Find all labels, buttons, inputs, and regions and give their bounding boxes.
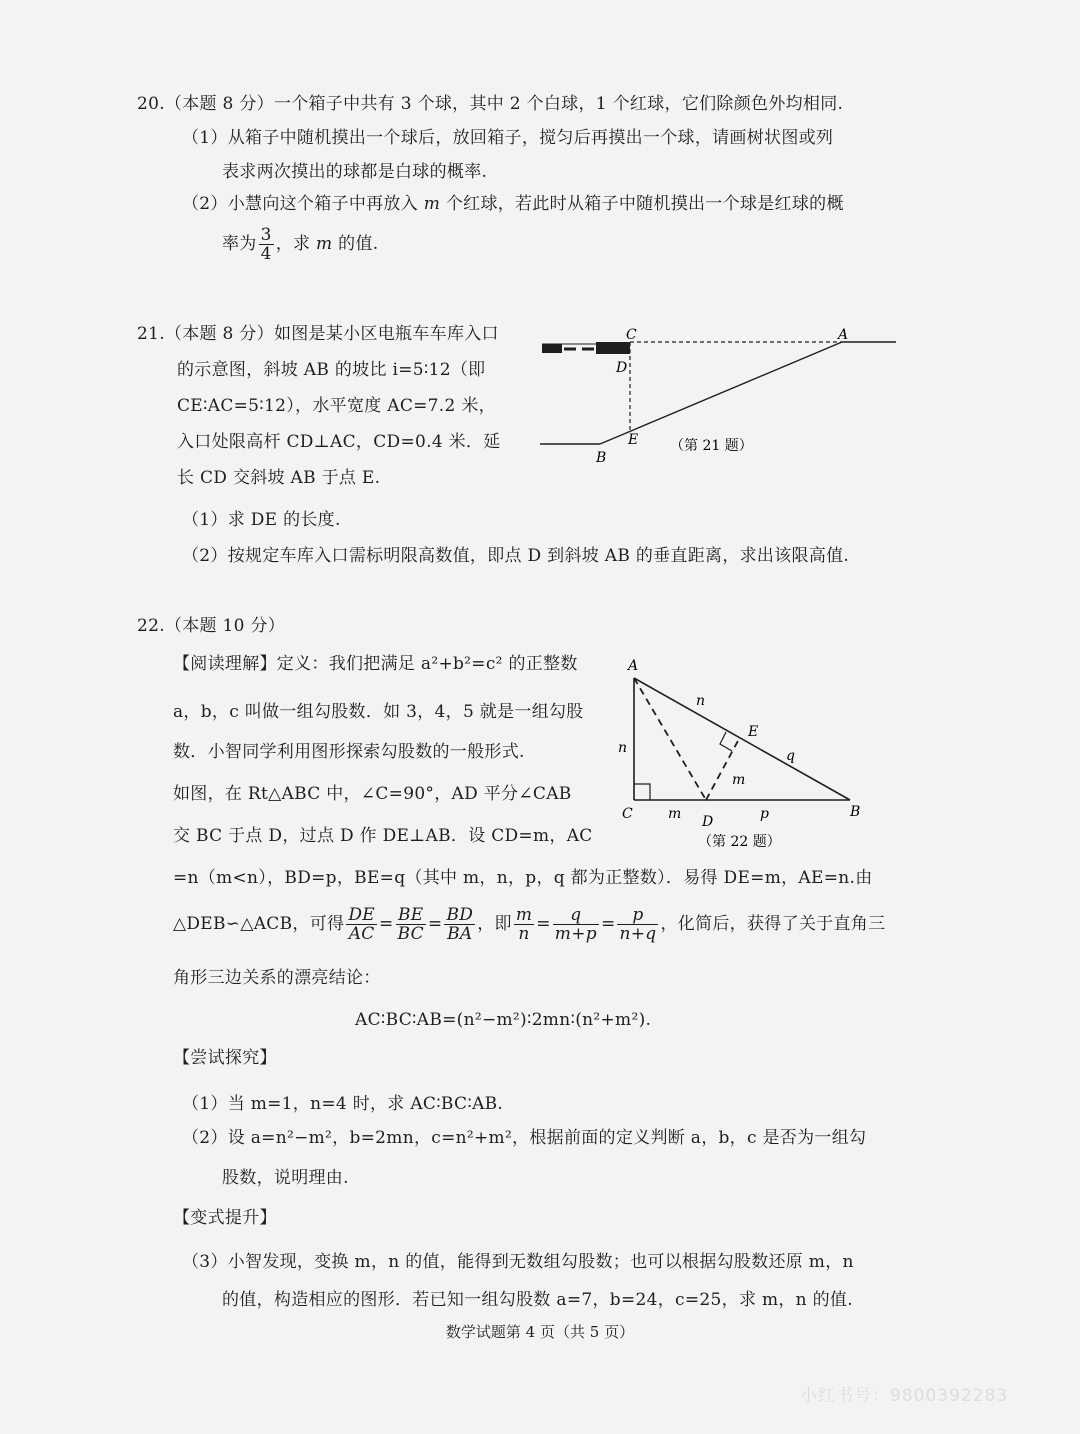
q22-read-line-6: =n（m<n），BD=p，BE=q（其中 m，n，p，q 都为正整数）．易得 DE=m，AE=n.由 <box>173 868 873 888</box>
q20-part2-line2: 率为 $\frac{3}{4}$ ，求 m 的值. <box>222 225 379 264</box>
q22-read-line-4: 如图，在 Rt△ABC 中，∠C=90°，AD 平分∠CAB <box>173 784 572 804</box>
q22-label-n-ae: n <box>696 693 706 709</box>
watermark: 小红书号：9800392283 <box>800 1386 1009 1406</box>
q22-label-e: E <box>748 724 759 740</box>
q22-conclusion-line: 角形三边关系的漂亮结论： <box>173 968 381 988</box>
q21-figure <box>530 320 910 470</box>
q21-label-b: B <box>596 450 607 466</box>
q21-barrier-end <box>542 344 562 353</box>
q22-label-b: B <box>850 804 861 820</box>
q22-figure <box>610 652 870 852</box>
fraction-be-bc: $\frac{BE}{BC}$ <box>397 905 424 944</box>
q21-part1: （1）求 DE 的长度. <box>182 510 341 530</box>
q22-dashed-de <box>706 739 739 800</box>
fraction-bd-ba: $\frac{BD}{BA}$ <box>446 905 474 944</box>
q22-variant-3-line2: 的值，构造相应的图形．若已知一组勾股数 a=7，b=24，c=25，求 m，n 的值. <box>222 1290 853 1310</box>
q22-try-2-line1: （2）设 a=n²−m²，b=2mn，c=n²+m²，根据前面的定义判断 a，b，c 是否为一组勾 <box>182 1128 867 1148</box>
q21-label-d: D <box>616 360 628 376</box>
q22-label-d: D <box>702 814 714 830</box>
q20-part1-line1: （1）从箱子中随机摸出一个球后，放回箱子，搅匀后再摸出一个球，请画树状图或列 <box>182 128 834 148</box>
q22-try-title: 【尝试探究】 <box>173 1048 277 1068</box>
q21-part2: （2）按规定车库入口需标明限高数值，即点 D 到斜坡 AB 的垂直距离，求出该限高值. <box>182 546 850 566</box>
fraction-three-quarters: $\frac{3}{4}$ <box>260 225 272 264</box>
q22-caption: （第 22 题） <box>698 834 781 850</box>
q22-right-angle-c <box>634 784 650 800</box>
q22-label-q: q <box>786 748 795 764</box>
fraction-q-mp: $\frac{q}{m+p}$ <box>554 905 597 944</box>
q22-similarity-line: △DEB∽△ACB，可得 $\frac{DE}{AC}$ = $\frac{BE}{BC}$ = $\frac{BD}{BA}$ ，即 $\frac{m}{n}$ = $\frac{q}{m+p}$ = $\frac{p}{n+q}$ ，化简后，获得了关于直角三 <box>173 905 886 944</box>
q21-caption: （第 21 题） <box>670 438 753 454</box>
q22-read-line-5: 交 BC 于点 D，过点 D 作 DE⊥AB．设 CD=m，AC <box>173 826 593 846</box>
q22-label-a: A <box>628 658 639 674</box>
q22-label-c: C <box>622 806 633 822</box>
q22-variant-3-line1: （3）小智发现，变换 m，n 的值，能得到无数组勾股数；也可以根据勾股数还原 m，n <box>182 1252 854 1272</box>
q22-heading: 22.（本题 10 分） <box>137 616 286 636</box>
fraction-p-nq: $\frac{p}{n+q}$ <box>619 905 657 944</box>
q22-label-n-ac: n <box>618 740 628 756</box>
q20-part2-line1: （2）小慧向这个箱子中再放入 m 个红球，若此时从箱子中随机摸出一个球是红球的概 <box>182 194 844 214</box>
q21-slope-ab <box>600 342 842 444</box>
q21-label-e: E <box>628 432 639 448</box>
fraction-m-n: $\frac{m}{n}$ <box>515 905 533 944</box>
q22-variant-title: 【变式提升】 <box>173 1208 277 1228</box>
q21-line-4: 入口处限高杆 CD⊥AC，CD=0.4 米．延 <box>177 432 501 452</box>
q22-label-m-de: m <box>732 772 746 788</box>
q22-label-p: p <box>760 806 769 822</box>
q22-try-1: （1）当 m=1，n=4 时，求 AC∶BC∶AB. <box>182 1094 504 1114</box>
q22-read-line-2: a，b，c 叫做一组勾股数．如 3，4，5 就是一组勾股 <box>173 702 584 722</box>
q20-part1-line2: 表求两次摸出的球都是白球的概率. <box>222 162 488 182</box>
fraction-de-ac: $\frac{DE}{AC}$ <box>348 905 375 944</box>
page-footer: 数学试题第 4 页（共 5 页） <box>445 1323 635 1341</box>
q21-line-2: 的示意图，斜坡 AB 的坡比 i=5∶12（即 <box>177 360 486 380</box>
q22-formula: AC∶BC∶AB=(n²−m²)∶2mn∶(n²+m²). <box>355 1010 652 1030</box>
q22-label-m-cd: m <box>668 806 682 822</box>
q22-try-2-line2: 股数，说明理由. <box>222 1168 349 1188</box>
q22-read-line-3: 数．小智同学利用图形探索勾股数的一般形式. <box>173 742 525 762</box>
q21-line-3: CE∶AC=5∶12），水平宽度 AC=7.2 米， <box>177 396 496 416</box>
q20-heading: 20.（本题 8 分）一个箱子中共有 3 个球，其中 2 个白球，1 个红球，它们除颜色外均相同. <box>137 94 844 114</box>
q21-label-a: A <box>838 327 849 343</box>
q22-read-line-1: 【阅读理解】定义：我们把满足 a²+b²=c² 的正整数 <box>173 654 578 674</box>
q21-line-1: 21.（本题 8 分）如图是某小区电瓶车车库入口 <box>137 324 499 344</box>
q22-right-angle-e <box>720 732 732 751</box>
q21-line-5: 长 CD 交斜坡 AB 于点 E. <box>177 468 381 488</box>
q21-label-c: C <box>626 327 637 343</box>
